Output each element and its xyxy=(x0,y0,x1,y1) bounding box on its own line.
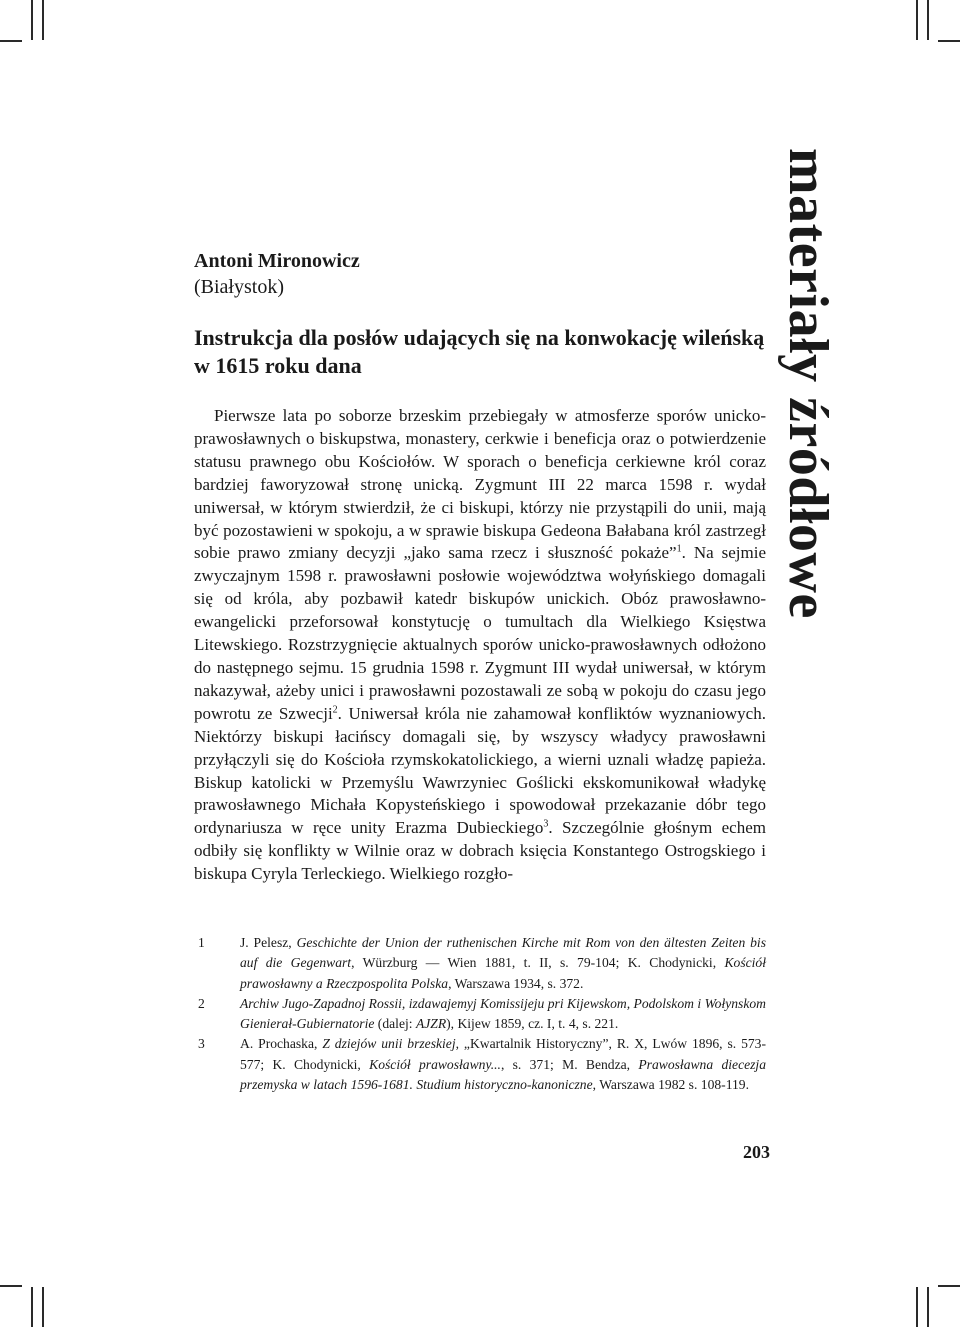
author-name: Antoni Mironowicz xyxy=(194,250,360,272)
footnotes xyxy=(194,933,766,1095)
body-text-part: . Szczególnie głośnym echem odbiły się konflikty w Wilnie oraz w dobrach księcia Konstantego Ostrogskiego i biskupa Cyryla Terleckiego. Wielkiego rozgło- xyxy=(194,818,766,884)
crop-mark-top-left-v xyxy=(31,0,33,40)
footnote-text: , „Kwartalnik Historyczny”, R. X, Lwów 1896, s. 573-577; K. Chodynicki, xyxy=(240,1036,766,1072)
footnote xyxy=(194,933,766,994)
footnote-number: 2 xyxy=(198,995,205,1011)
crop-mark-bottom-left-h xyxy=(0,1285,22,1287)
crop-mark-top-right-v xyxy=(916,0,918,40)
footnote-number: 1 xyxy=(198,935,205,950)
crop-mark-bottom-left-v xyxy=(31,1287,33,1327)
body-text-part: . Uniwersał króla nie zahamował konfliktów wyznaniowych. Niektórzy biskupi łacińscy domagali się, by wszyscy władycy prawosławni przyłączyli się do Kościoła rzymskokatolickiego, a wierni uznali władzę papieża. Biskup katolicki w Przemyślu Wawrzyniec Goślicki ekskomunikował władykę prawosławnego Michała Kopysteńskiego i spowodował przekazanie dóbr tego ordynariusza w ręce unity Erazma Dubieckiego xyxy=(194,703,766,838)
footnote-title: Geschichte der Union der ruthenischen Kirche mit Rom von den ältesten Zeiten bis auf die Gegenwart xyxy=(240,935,766,971)
body-paragraph xyxy=(194,405,766,886)
crop-mark-top-left-h xyxy=(0,40,22,42)
footnote-text: J. Pelesz, xyxy=(240,935,297,950)
footnote-number: 3 xyxy=(198,1036,205,1052)
crop-mark-top-left-v2 xyxy=(42,0,44,40)
footnote-title: AJZR xyxy=(415,1016,447,1032)
author-place: (Białystok) xyxy=(194,276,284,298)
footnote-ref: 2 xyxy=(332,704,338,716)
footnote-title: Prawosławna diecezja przemyska w latach 1596-1681. Studium historyczno-kanoniczne xyxy=(240,1056,766,1093)
page-number: 203 xyxy=(743,1142,770,1162)
crop-mark-bottom-right-v2 xyxy=(927,1287,929,1327)
crop-mark-bottom-left-v2 xyxy=(42,1287,44,1327)
footnote xyxy=(194,994,766,1035)
article-body xyxy=(194,405,766,886)
crop-mark-bottom-right-h xyxy=(938,1285,960,1287)
footnote xyxy=(194,1034,766,1095)
crop-mark-top-right-v2 xyxy=(927,0,929,40)
footnote-text: A. Prochaska, xyxy=(240,1036,323,1052)
footnote-title: Z dziejów unii brzeskiej xyxy=(322,1036,456,1052)
footnote-title: Kościół prawosławny... xyxy=(369,1056,501,1072)
footnote-text: , Warszawa 1934, s. 372. xyxy=(448,975,584,991)
crop-mark-bottom-right-v xyxy=(916,1287,918,1327)
footnote-text: , Warszawa 1982 s. 108-119. xyxy=(592,1077,749,1093)
footnote-text: ), Kijew 1859, cz. I, t. 4, s. 221. xyxy=(446,1016,619,1032)
footnote-text: , s. 371; M. Bendza, xyxy=(500,1056,639,1072)
body-text-part: Pierwsze lata po soborze brzeskim przebiegały w atmosferze sporów unicko-prawosławnych o biskupstwa, monastery, cerkwie i beneficja oraz o potwierdzenie statusu prawnego obu Kościołów. W sporach o beneficja cerkiewne król coraz bardziej faworyzował stronę unicką. Zygmunt III 22 marca 1598 r. wydał uniwersał, w którym stwierdził, że ci biskupi, którzy nie przystąpili do unii, mają być pozostawieni w spokoju, a w sprawie biskupa Gedeona Bałabana król zastrzegł sobie prawo zmiany decyzji „jako sama rzecz i słuszność pokaże” xyxy=(194,406,766,563)
article-title: Instrukcja dla posłów udających się na konwokację wileńską w 1615 roku dana xyxy=(194,325,765,378)
footnote-ref: 3 xyxy=(543,818,549,830)
author-block xyxy=(194,248,360,300)
section-side-label: materiały źródłowe xyxy=(777,148,839,619)
footnote-text: , Würzburg — Wien 1881, t. II, s. 79-104; K. Chodynicki, xyxy=(351,955,725,971)
footnote-text: (dalej: xyxy=(374,1016,416,1032)
footnote-ref: 1 xyxy=(676,543,682,555)
body-text-part: . Na sejmie zwyczajnym 1598 r. prawosławni posłowie województwa wołyńskiego domagali się od króla, aby pozbawił katedr biskupów unickich. Obóz prawosławno-ewangelicki przeforsował konstytucję o tumultach dla Wielkiego Księstwa Litewskiego. Rozstrzygnięcie aktualnych sporów unicko-prawosławnych odłożono do następnego sejmu. 15 grudnia 1598 r. Zygmunt III wydał uniwersał, w którym nakazywał, ażeby unici i prawosławni pozostawali ze sobą w pokoju do czasu jego powrotu ze Szwecji xyxy=(194,543,767,723)
footnote-title: Kościół prawosławny a Rzeczpospolita Polska xyxy=(240,955,766,991)
crop-mark-top-right-h xyxy=(938,40,960,42)
footnote-title: Archiw Jugo-Zapadnoj Rossii, izdawajemyj Komissijeju pri Kijewskom, Podolskom i Wołynskom Gienierał-Gubiernatorie xyxy=(240,995,766,1032)
